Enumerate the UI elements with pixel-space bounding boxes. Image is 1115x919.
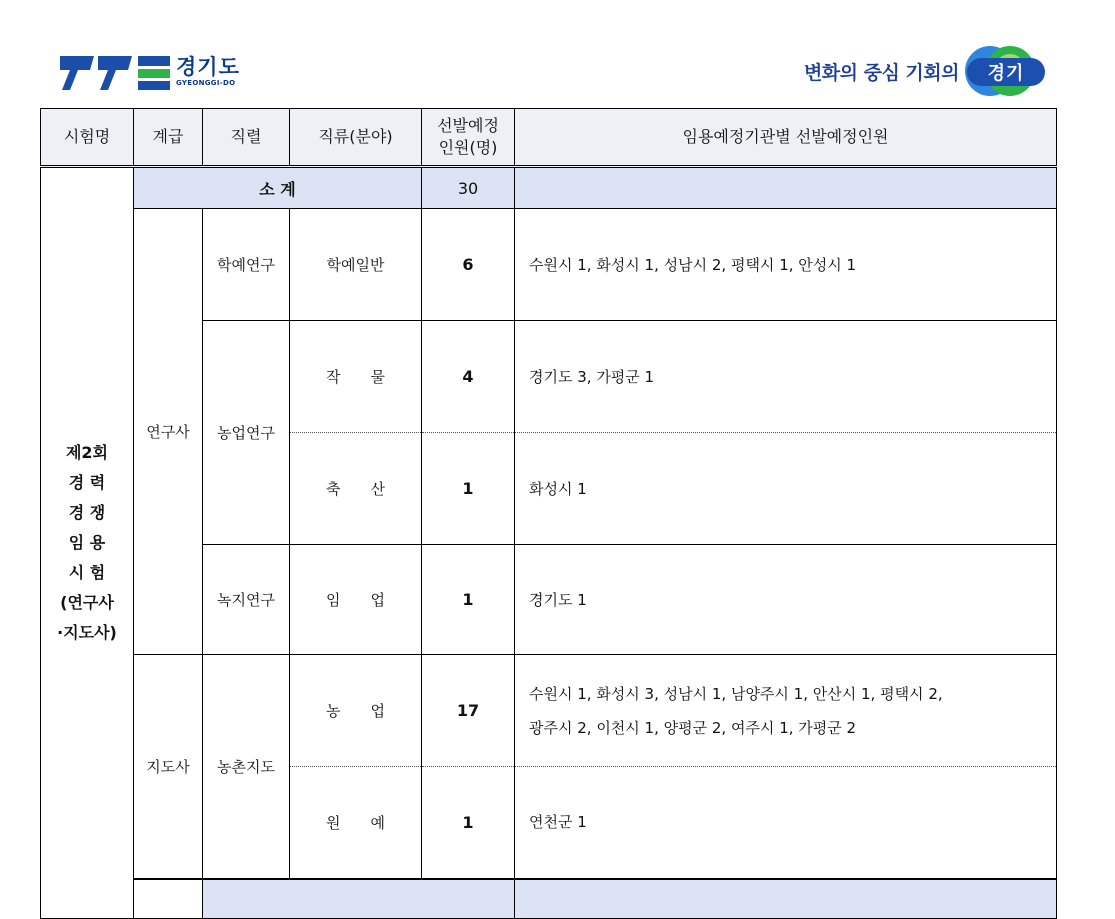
agencies-cell: 수원시 1, 화성시 1, 성남시 2, 평택시 1, 안성시 1 [515,209,1057,321]
header-agencies: 임용예정기관별 선발예정인원 [515,109,1057,167]
table-row [41,655,1057,767]
agencies-cell: 경기도 1 [515,545,1057,655]
agencies-cell: 수원시 1, 화성시 3, 성남시 1, 남양주시 1, 안산시 1, 평택시 2, 광주시 2, 이천시 1, 양평군 2, 여주시 1, 가평군 2 [515,655,1057,767]
header-series: 직렬 [203,109,290,167]
exam-name-cell: 제2회 경 력 경 쟁 임 용 시 험 (연구사 ·지도사) [41,167,134,919]
count-cell: 1 [422,433,515,545]
header-exam: 시험명 [41,109,134,167]
next-subtotal-row [41,879,1057,919]
field-cell: 임 업 [290,545,422,655]
header-field: 직류(분야) [290,109,422,167]
badge-text: 경기 [967,58,1045,86]
field-cell: 작 물 [290,321,422,433]
agencies-cell: 화성시 1 [515,433,1057,545]
count-cell: 1 [422,545,515,655]
subtotal-count: 30 [422,167,515,209]
series-cell: 학예연구 [203,209,290,321]
header-count: 선발예정 인원(명) [422,109,515,167]
table-row [41,209,1057,321]
subtotal-row [41,167,1057,209]
header-row [41,109,1057,167]
agencies-cell: 경기도 3, 가평군 1 [515,321,1057,433]
gyeonggi-symbol-icon [60,52,170,92]
logo-english-text: GYEONGGI-DO [176,79,236,87]
series-cell: 농업연구 [203,321,290,545]
header-grade: 계급 [134,109,203,167]
gyeonggi-logo [60,52,240,92]
count-cell: 4 [422,321,515,433]
subtotal-label: 소 계 [134,167,422,209]
empty-cell [515,879,1057,919]
empty-cell [203,879,515,919]
series-cell: 농촌지도 [203,655,290,879]
field-cell: 학예일반 [290,209,422,321]
recruitment-table [40,108,1057,919]
agencies-cell: 연천군 1 [515,767,1057,879]
grade-advisor: 지도사 [134,655,203,879]
count-cell: 6 [422,209,515,321]
subtotal-agencies [515,167,1057,209]
field-cell: 원 예 [290,767,422,879]
logo-korean-text: 경기도 [176,55,240,79]
count-cell: 1 [422,767,515,879]
series-cell: 녹지연구 [203,545,290,655]
empty-cell [134,879,203,919]
gyeonggi-badge [965,46,1051,96]
grade-researcher: 연구사 [134,209,203,655]
field-cell: 농 업 [290,655,422,767]
slogan-text: 변화의 중심 기회의 [803,61,959,84]
count-cell: 17 [422,655,515,767]
slogan-logo [804,46,1051,96]
field-cell: 축 산 [290,433,422,545]
